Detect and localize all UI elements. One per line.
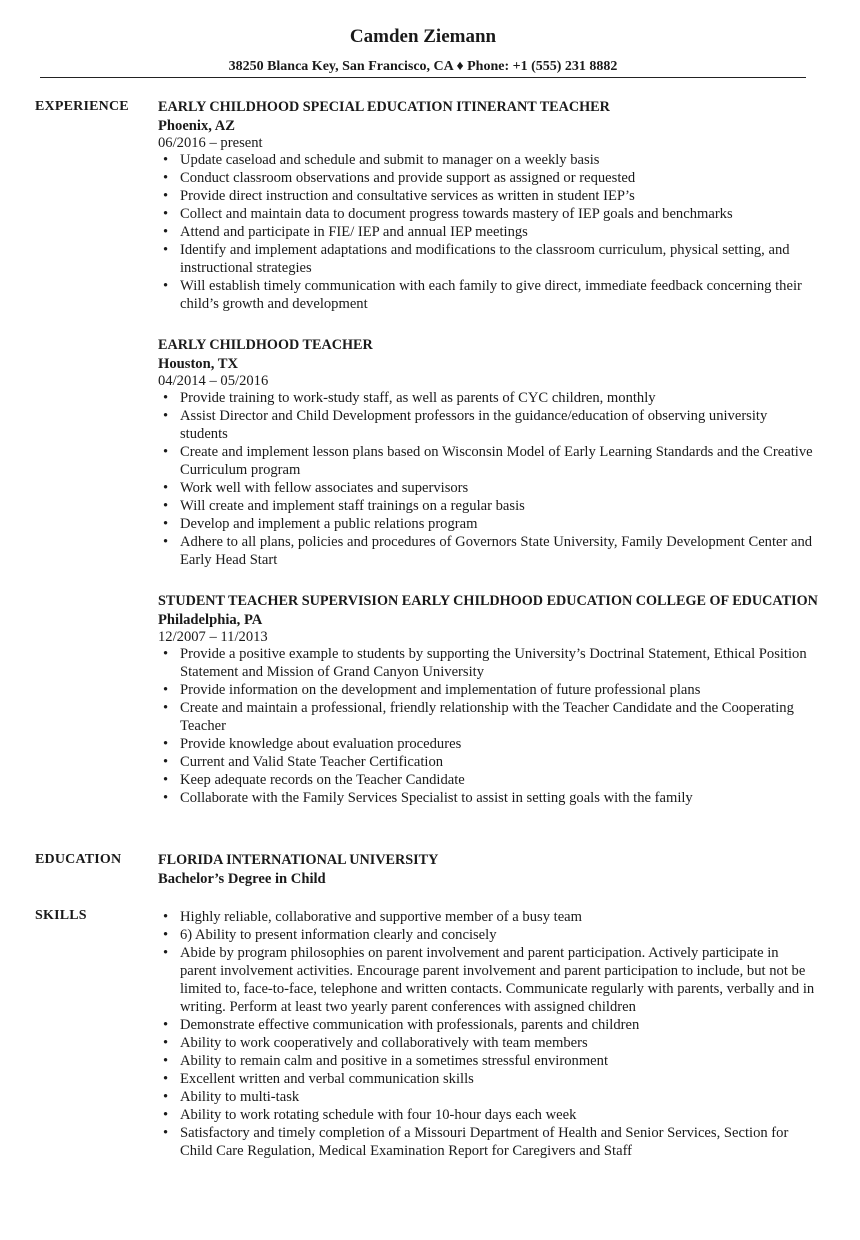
job-bullets [158,645,818,807]
bullet-item: • Provide knowledge about evaluation procedures [158,735,818,753]
bullet-item: • Current and Valid State Teacher Certification [158,753,818,771]
job-location: Phoenix, AZ [158,118,236,134]
skill-item: • 6) Ability to present information clearly and concisely [158,926,818,944]
bullet-item: • Attend and participate in FIE/ IEP and annual IEP meetings [158,223,818,241]
bullet-item: • Will establish timely communication with each family to give direct, immediate feedback concerning their child’s growth and development [158,277,818,313]
job-entry [158,593,818,807]
job-dates: 12/2007 – 11/2013 [158,629,268,645]
section-title-skills: SKILLS [35,908,87,923]
degree-name: Bachelor’s Degree in Child [158,871,326,887]
skill-item: • Demonstrate effective communication with professionals, parents and children [158,1016,818,1034]
skill-item: • Ability to multi-task [158,1088,818,1106]
job-entry [158,337,818,569]
bullet-item: • Collaborate with the Family Services Specialist to assist in setting goals with the family [158,789,818,807]
skill-item: • Abide by program philosophies on parent involvement and parent participation. Actively participate in parent involvement activities. Encourage parent involvement and parent participation to include, but not be limited to, face-to-face, telephone and written contacts. Communicate regularly with parents, verbally and in writing. Perform at least two yearly parent conferences with assigned children [158,944,818,1016]
education-body [158,852,818,888]
skill-item: • Satisfactory and timely completion of a Missouri Department of Health and Senior Services, Section for Child Care Regulation, Medical Examination Report for Caregivers and Staff [158,1124,818,1160]
bullet-item: • Provide direct instruction and consultative services as written in student IEP’s [158,187,818,205]
job-location: Houston, TX [158,356,239,372]
bullet-item: • Assist Director and Child Development professors in the guidance/education of observing university students [158,407,818,443]
skills-list [158,908,818,1160]
bullet-item: • Will create and implement staff trainings on a regular basis [158,497,818,515]
job-title: EARLY CHILDHOOD SPECIAL EDUCATION ITINERANT TEACHER [158,99,610,115]
skill-item: • Highly reliable, collaborative and supportive member of a busy team [158,908,818,926]
job-dates: 06/2016 – present [158,135,263,151]
skill-item: • Excellent written and verbal communication skills [158,1070,818,1088]
job-bullets [158,151,818,313]
bullet-item: • Create and maintain a professional, friendly relationship with the Teacher Candidate and the Cooperating Teacher [158,699,818,735]
bullet-item: • Provide training to work-study staff, as well as parents of CYC children, monthly [158,389,818,407]
bullet-item: • Identify and implement adaptations and modifications to the classroom curriculum, physical setting, and instructional strategies [158,241,818,277]
bullet-item: • Provide a positive example to students by supporting the University’s Doctrinal Statement, Ethical Position Statement and Mission of Grand Canyon University [158,645,818,681]
skills-body [158,908,818,1160]
section-title-experience: EXPERIENCE [35,99,129,114]
contact-line: 38250 Blanca Key, San Francisco, CA ♦ Phone: +1 (555) 231 8882 [228,59,618,74]
bullet-item: • Collect and maintain data to document progress towards mastery of IEP goals and benchmarks [158,205,818,223]
skill-item: • Ability to work rotating schedule with four 10-hour days each week [158,1106,818,1124]
candidate-name: Camden Ziemann [349,26,497,47]
school-name: FLORIDA INTERNATIONAL UNIVERSITY [158,852,439,868]
skill-item: • Ability to work cooperatively and collaboratively with team members [158,1034,818,1052]
bullet-item: • Keep adequate records on the Teacher Candidate [158,771,818,789]
skill-item: • Ability to remain calm and positive in a sometimes stressful environment [158,1052,818,1070]
bullet-item: • Create and implement lesson plans based on Wisconsin Model of Early Learning Standards and the Creative Curriculum program [158,443,818,479]
bullet-item: • Provide information on the development and implementation of future professional plans [158,681,818,699]
job-title: EARLY CHILDHOOD TEACHER [158,337,373,353]
job-title: STUDENT TEACHER SUPERVISION EARLY CHILDHOOD EDUCATION COLLEGE OF EDUCATION [158,593,818,609]
job-location: Philadelphia, PA [158,612,263,628]
job-dates: 04/2014 – 05/2016 [158,373,269,389]
job-bullets [158,389,818,569]
bullet-item: • Develop and implement a public relations program [158,515,818,533]
job-entry [158,99,818,313]
bullet-item: • Conduct classroom observations and provide support as assigned or requested [158,169,818,187]
bullet-item: • Adhere to all plans, policies and procedures of Governors State University, Family Development Center and Early Head Start [158,533,818,569]
header-divider [40,77,806,78]
bullet-item: • Work well with fellow associates and supervisors [158,479,818,497]
experience-body [158,99,818,831]
bullet-item: • Update caseload and schedule and submit to manager on a weekly basis [158,151,818,169]
section-title-education: EDUCATION [35,852,122,867]
